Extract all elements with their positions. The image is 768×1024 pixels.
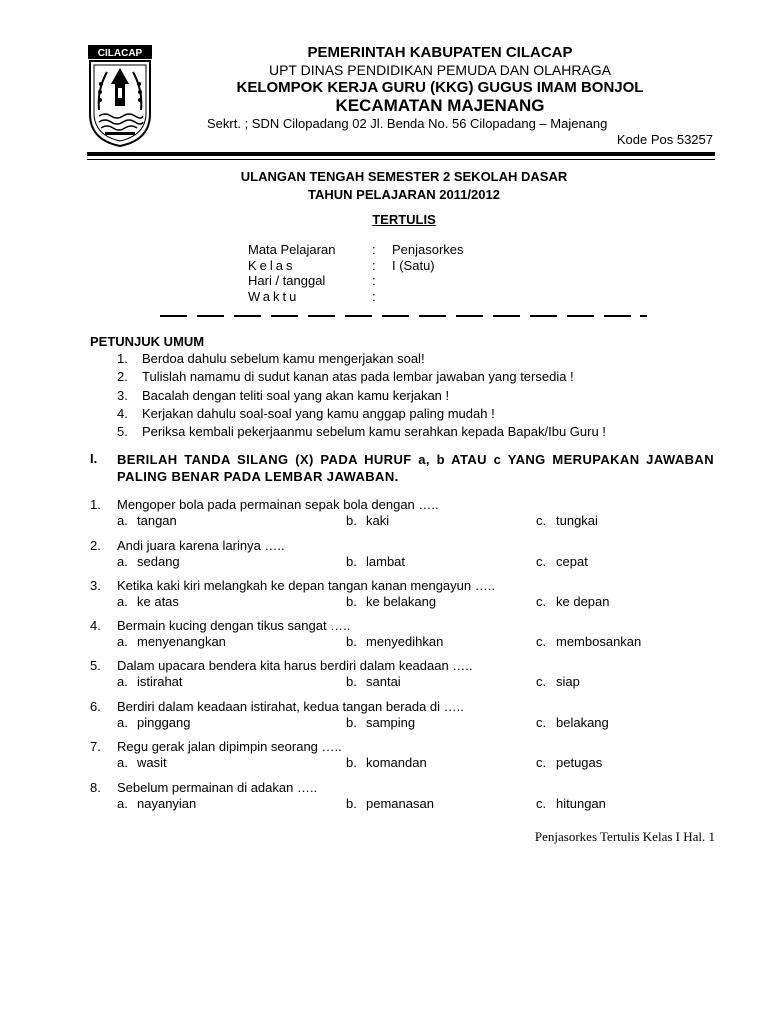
option-b: b. kaki bbox=[346, 513, 390, 528]
question-text: Dalam upacara bendera kita harus berdiri dalam keadaan ….. bbox=[117, 658, 473, 673]
instruction-number: 5. bbox=[117, 424, 128, 440]
instruction-text: Periksa kembali pekerjaanmu sebelum kamu serahkan kepada Bapak/Ibu Guru ! bbox=[142, 424, 606, 440]
question-number: 7. bbox=[90, 739, 101, 754]
option-c: c. tungkai bbox=[536, 513, 598, 528]
option-c: c. siap bbox=[536, 674, 580, 689]
question-item bbox=[90, 578, 720, 614]
option-b: b. pemanasan bbox=[346, 796, 434, 811]
info-colon: : bbox=[372, 288, 376, 304]
postal-code: Kode Pos 53257 bbox=[616, 132, 713, 147]
instruction-number: 3. bbox=[117, 387, 128, 403]
secretariat-address: Sekrt. ; SDN Cilopadang 02 Jl. Benda No. 56 Cilopadang – Majenang bbox=[207, 116, 608, 131]
question-number: 4. bbox=[90, 618, 101, 633]
question-item bbox=[90, 658, 720, 694]
option-a: a. pinggang bbox=[117, 715, 191, 730]
option-c: c. petugas bbox=[536, 755, 603, 770]
academic-year: TAHUN PELAJARAN 2011/2012 bbox=[308, 187, 500, 202]
department-name: UPT DINAS PENDIDIKAN PEMUDA DAN OLAHRAGA bbox=[268, 62, 612, 78]
option-a: a. ke atas bbox=[117, 594, 179, 609]
district-name: KECAMATAN MAJENANG bbox=[335, 96, 545, 115]
option-a: a. sedang bbox=[117, 554, 180, 569]
question-text: Ketika kaki kiri melangkah ke depan tangan kanan mengayun ….. bbox=[117, 578, 495, 593]
info-label: Kelas bbox=[248, 257, 296, 273]
option-b: b. samping bbox=[346, 715, 416, 730]
section-instruction: BERILAH TANDA SILANG (X) PADA HURUF a, b ATAU c YANG MERUPAKAN JAWABAN PALING BENAR PADA LEMBAR JAWABAN. bbox=[117, 452, 714, 484]
info-label: Waktu bbox=[248, 288, 300, 304]
question-number: 1. bbox=[90, 497, 101, 512]
instruction-text: Bacalah dengan teliti soal yang akan kamu kerjakan ! bbox=[142, 387, 450, 403]
question-item bbox=[90, 780, 720, 816]
info-value: I (Satu) bbox=[392, 257, 435, 273]
exam-title: ULANGAN TENGAH SEMESTER 2 SEKOLAH DASAR bbox=[240, 169, 568, 184]
cilacap-emblem-icon bbox=[87, 44, 153, 148]
option-a: a. menyenangkan bbox=[117, 634, 226, 649]
question-number: 3. bbox=[90, 578, 101, 593]
question-text: Mengoper bola pada permainan sepak bola dengan ….. bbox=[117, 497, 439, 512]
option-a: a. tangan bbox=[117, 513, 177, 528]
option-a: a. nayanyian bbox=[117, 796, 197, 811]
letterhead-rule-thin bbox=[87, 159, 715, 160]
option-b: b. lambat bbox=[346, 554, 406, 569]
question-text: Andi juara karena larinya ….. bbox=[117, 538, 285, 553]
info-label: Hari / tanggal bbox=[248, 273, 326, 288]
instruction-text: Kerjakan dahulu soal-soal yang kamu anggap paling mudah ! bbox=[142, 405, 495, 421]
question-number: 2. bbox=[90, 538, 101, 553]
info-colon: : bbox=[372, 273, 376, 288]
question-number: 8. bbox=[90, 780, 101, 795]
info-label: Mata Pelajaran bbox=[248, 242, 336, 257]
option-b: b. menyedihkan bbox=[346, 634, 444, 649]
question-text: Regu gerak jalan dipimpin seorang ….. bbox=[117, 739, 342, 754]
question-text: Sebelum permainan di adakan ….. bbox=[117, 780, 318, 795]
government-name: PEMERINTAH KABUPATEN CILACAP bbox=[307, 44, 573, 61]
letterhead-rule-thick bbox=[87, 152, 715, 156]
instructions-title: PETUNJUK UMUM bbox=[90, 334, 205, 349]
info-value: Penjasorkes bbox=[392, 242, 464, 257]
question-item bbox=[90, 699, 720, 735]
option-b: b. komandan bbox=[346, 755, 427, 770]
question-item bbox=[90, 618, 720, 654]
option-b: b. santai bbox=[346, 674, 401, 689]
option-c: c. cepat bbox=[536, 554, 588, 569]
page-footer: Penjasorkes Tertulis Kelas I Hal. 1 bbox=[534, 829, 715, 844]
question-item bbox=[90, 739, 720, 775]
option-c: c. membosankan bbox=[536, 634, 642, 649]
dashed-separator bbox=[160, 313, 650, 319]
option-a: a. istirahat bbox=[117, 674, 183, 689]
option-a: a. wasit bbox=[117, 755, 167, 770]
option-c: c. hitungan bbox=[536, 796, 606, 811]
instruction-number: 4. bbox=[117, 405, 128, 421]
info-colon: : bbox=[372, 257, 376, 273]
question-item bbox=[90, 497, 720, 533]
question-number: 5. bbox=[90, 658, 101, 673]
instruction-number: 2. bbox=[117, 369, 128, 385]
question-text: Bermain kucing dengan tikus sangat ….. bbox=[117, 618, 351, 633]
svg-text:CILACAP: CILACAP bbox=[97, 48, 143, 59]
instruction-number: 1. bbox=[117, 351, 128, 366]
option-c: c. ke depan bbox=[536, 594, 610, 609]
info-colon: : bbox=[372, 242, 376, 257]
instruction-text: Tulislah namamu di sudut kanan atas pada lembar jawaban yang tersedia ! bbox=[142, 369, 574, 385]
section-number: I. bbox=[90, 451, 98, 466]
option-c: c. belakang bbox=[536, 715, 609, 730]
teacher-group-name: KELOMPOK KERJA GURU (KKG) GUGUS IMAM BONJOL bbox=[236, 79, 644, 96]
question-number: 6. bbox=[90, 699, 101, 714]
exam-type: TERTULIS bbox=[372, 212, 436, 227]
option-b: b. ke belakang bbox=[346, 594, 437, 609]
question-text: Berdiri dalam keadaan istirahat, kedua tangan berada di ….. bbox=[117, 699, 464, 714]
question-item bbox=[90, 538, 720, 574]
instruction-text: Berdoa dahulu sebelum kamu mengerjakan soal! bbox=[142, 351, 425, 366]
